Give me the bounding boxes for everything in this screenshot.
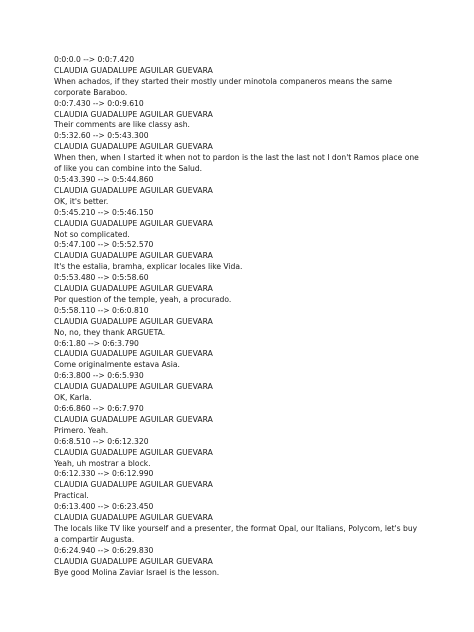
cue-timestamp: 0:6:24.940 --> 0:6:29.830	[54, 545, 154, 555]
cue-text: When achados, if they started their mostly under minotola companeros means the same corporate Baraboo.	[54, 76, 393, 97]
cue-speaker: CLAUDIA GUADALUPE AGUILAR GUEVARA	[54, 316, 213, 326]
cue-speaker: CLAUDIA GUADALUPE AGUILAR GUEVARA	[54, 414, 213, 424]
cue-speaker: CLAUDIA GUADALUPE AGUILAR GUEVARA	[54, 513, 213, 523]
cue-timestamp: 0:5:32.60 --> 0:5:43.300	[54, 131, 149, 141]
cue-speaker: CLAUDIA GUADALUPE AGUILAR GUEVARA	[54, 447, 213, 457]
cue-text: Their comments are like classy ash.	[54, 120, 190, 130]
cue-text: OK, Karla.	[54, 393, 92, 403]
cue-timestamp: 0:0:7.430 --> 0:0:9.610	[54, 98, 144, 108]
cue-timestamp: 0:5:47.100 --> 0:5:52.570	[54, 240, 154, 250]
cue-speaker: CLAUDIA GUADALUPE AGUILAR GUEVARA	[54, 218, 213, 228]
cue-timestamp: 0:5:45.210 --> 0:5:46.150	[54, 207, 154, 217]
cue-speaker: CLAUDIA GUADALUPE AGUILAR GUEVARA	[54, 284, 213, 294]
cue-speaker: CLAUDIA GUADALUPE AGUILAR GUEVARA	[54, 556, 213, 566]
cue-speaker: CLAUDIA GUADALUPE AGUILAR GUEVARA	[54, 65, 213, 75]
cue-speaker: CLAUDIA GUADALUPE AGUILAR GUEVARA	[54, 142, 213, 152]
cue-timestamp: 0:5:43.390 --> 0:5:44.860	[54, 174, 154, 184]
cue-timestamp: 0:6:1.80 --> 0:6:3.790	[54, 338, 139, 348]
cue-speaker: CLAUDIA GUADALUPE AGUILAR GUEVARA	[54, 251, 213, 261]
cue-timestamp: 0:6:8.510 --> 0:6:12.320	[54, 436, 149, 446]
cue-timestamp: 0:0:0.0 --> 0:0:7.420	[54, 55, 135, 64]
cue-text: Primero. Yeah.	[54, 425, 109, 435]
cue-text: OK, it's better.	[54, 196, 109, 206]
cue-timestamp: 0:5:53.480 --> 0:5:58.60	[54, 273, 149, 283]
cue-timestamp: 0:6:13.400 --> 0:6:23.450	[54, 502, 154, 512]
cue-speaker: CLAUDIA GUADALUPE AGUILAR GUEVARA	[54, 349, 213, 359]
cue-text: The locals like TV like yourself and a presenter, the format Opal, our Italians, Polycom, let's buy a compartir Augusta.	[54, 523, 418, 544]
cue-text: Yeah, uh mostrar a block.	[54, 458, 151, 468]
cue-timestamp: 0:5:58.110 --> 0:6:0.810	[54, 305, 149, 315]
cue-text: Bye good Molina Zaviar Israel is the lesson.	[54, 567, 220, 577]
cue-speaker: CLAUDIA GUADALUPE AGUILAR GUEVARA	[54, 480, 213, 490]
cue-timestamp: 0:6:3.800 --> 0:6:5.930	[54, 371, 144, 381]
cue-text: It's the estalia, bramha, explicar locales like Vida.	[54, 262, 243, 272]
cue-text: Por question of the temple, yeah, a procurado.	[54, 294, 232, 304]
cue-text: No, no, they thank ARGUETA.	[54, 327, 166, 337]
transcript-page	[54, 55, 420, 579]
cue-timestamp: 0:6:12.330 --> 0:6:12.990	[54, 469, 154, 479]
cue-text: Come originalmente estava Asia.	[54, 360, 180, 370]
cue-text: When then, when I started it when not to pardon is the last the last not I don't Ramos place one of like you can combine into the Salud.	[54, 153, 419, 174]
cue-speaker: CLAUDIA GUADALUPE AGUILAR GUEVARA	[54, 382, 213, 392]
cue-text: Practical.	[54, 491, 89, 501]
cue-speaker: CLAUDIA GUADALUPE AGUILAR GUEVARA	[54, 109, 213, 119]
cue-timestamp: 0:6:6.860 --> 0:6:7.970	[54, 404, 144, 413]
cue-text: Not so complicated.	[54, 229, 130, 239]
cue-speaker: CLAUDIA GUADALUPE AGUILAR GUEVARA	[54, 185, 213, 195]
